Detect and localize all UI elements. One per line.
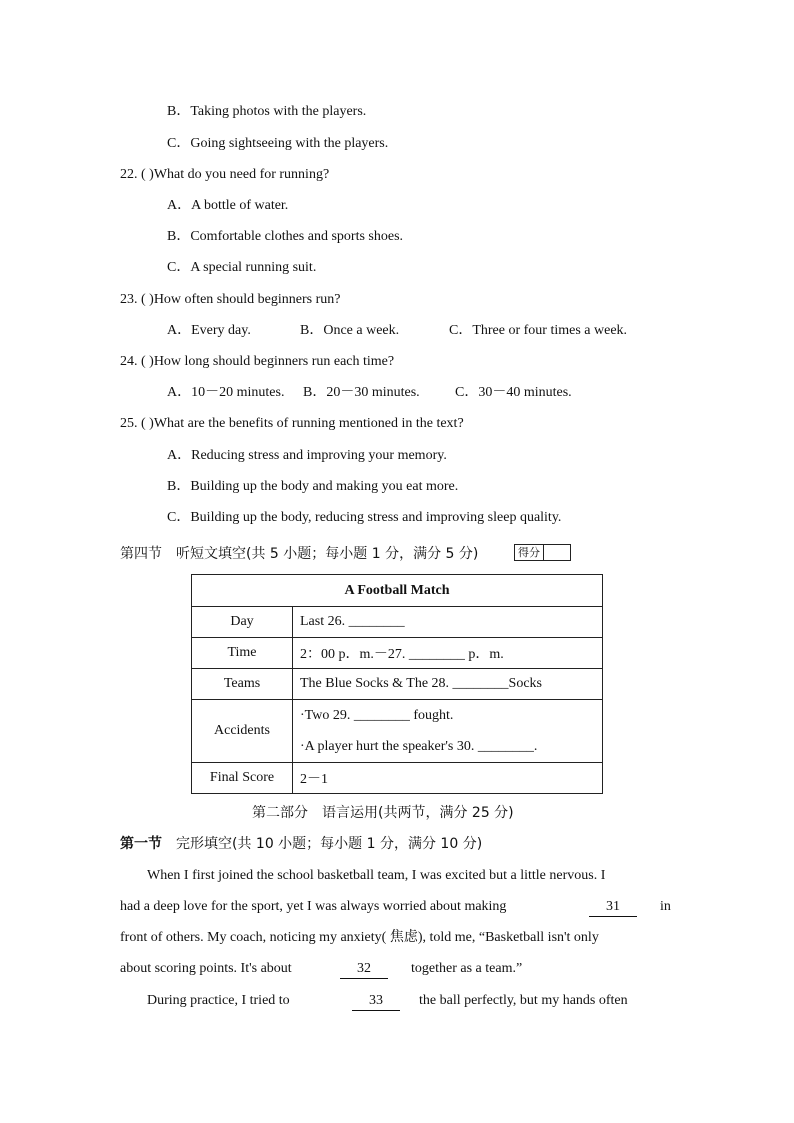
score-box (514, 544, 571, 561)
q23-option-a: A．Every day. (167, 323, 251, 338)
row-label-time: Time (192, 638, 293, 669)
table-row (192, 700, 603, 763)
row-label-day: Day (192, 607, 293, 638)
section1-title-rest: 完形填空(共 10 小题；每小题 1 分，满分 10 分) (162, 836, 483, 852)
blank-32 (340, 960, 388, 979)
passage-p2-line1b: the ball perfectly, but my hands often (419, 993, 628, 1008)
q24-option-c: C．30－40 minutes. (455, 385, 572, 400)
passage-p1-line1: When I first joined the school basketball team, I was excited but a little nervous. I (147, 868, 606, 883)
section1-title (120, 835, 482, 853)
table-title: A Football Match (192, 575, 603, 607)
row-label-accidents: Accidents (192, 700, 293, 763)
blank-31-number: 31 (589, 898, 637, 917)
q22-option-b: B．Comfortable clothes and sports shoes. (167, 229, 404, 244)
q25-stem: 25. ( )What are the benefits of running mentioned in the text? (120, 416, 464, 431)
q24-stem: 24. ( )How long should beginners run each time? (120, 354, 395, 369)
section4-title: 第四节 听短文填空(共 5 小题；每小题 1 分，满分 5 分) (120, 546, 479, 562)
row-label-teams: Teams (192, 669, 293, 700)
q25-option-c: C．Building up the body, reducing stress and improving sleep quality. (167, 510, 562, 525)
passage-p1-line4a: about scoring points. It's about (120, 961, 292, 976)
row-label-final-score: Final Score (192, 763, 293, 794)
part2-title: 第二部分 语言运用(共两节，满分 25 分) (252, 805, 514, 821)
passage-p1-line3: front of others. My coach, noticing my anxiety( 焦虑), told me, “Basketball isn't only (120, 930, 599, 945)
passage-text: had a deep love for the sport, yet I was always worried about making (120, 899, 507, 914)
q24-option-b: B．20－30 minutes. (303, 385, 420, 400)
row-value-accidents (293, 700, 603, 763)
q21-option-c: C．Going sightseeing with the players. (167, 136, 389, 151)
row-value-time: 2：00 p．m.－27. ________ p．m. (293, 638, 603, 669)
football-match-table (191, 574, 603, 794)
accident-line-2: ·A player hurt the speaker's 30. ________. (300, 739, 538, 754)
table-row (192, 607, 603, 638)
table-row (192, 763, 603, 794)
blank-31 (589, 898, 637, 917)
q25-option-a: A．Reducing stress and improving your memory. (167, 448, 447, 463)
table-row (192, 638, 603, 669)
q22-option-c: C．A special running suit. (167, 260, 317, 275)
q24-option-a: A．10－20 minutes. (167, 385, 285, 400)
accident-line-1: ·Two 29. ________ fought. (300, 708, 454, 723)
passage-p2-line1a: During practice, I tried to (147, 993, 290, 1008)
row-value-teams: The Blue Socks & The 28. ________Socks (293, 669, 603, 700)
blank-33 (352, 992, 400, 1011)
q22-option-a: A．A bottle of water. (167, 198, 289, 213)
table-row (192, 669, 603, 700)
row-value-day: Last 26. ________ (293, 607, 603, 638)
passage-p1-line2 (120, 898, 506, 916)
blank-33-number: 33 (352, 992, 400, 1011)
passage-p1-line4b: together as a team.” (411, 961, 523, 976)
q23-option-b: B．Once a week. (300, 323, 400, 338)
section1-title-bold: 第一节 (120, 836, 162, 852)
q22-stem: 22. ( )What do you need for running? (120, 167, 330, 182)
passage-text: in (660, 899, 671, 914)
row-value-final-score: 2－1 (293, 763, 603, 794)
score-label: 得分 (515, 545, 544, 560)
q23-option-c: C．Three or four times a week. (449, 323, 628, 338)
blank-32-number: 32 (340, 960, 388, 979)
q23-stem: 23. ( )How often should beginners run? (120, 292, 341, 307)
q25-option-b: B．Building up the body and making you eat more. (167, 479, 459, 494)
q21-option-b: B．Taking photos with the players. (167, 104, 367, 119)
